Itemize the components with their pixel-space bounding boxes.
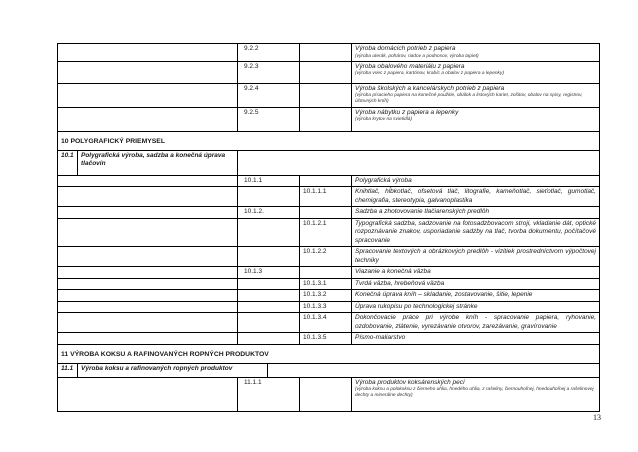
item-note: (výroba vriec z papiera, kartónov, krabíc a obalov z papiera a lepenky) [355, 71, 504, 77]
item-note: (výroba písacieho papiera na konečné použitie, obálok a listových kariet, zošitov, obalov na spisy, registrov, účtovných kníh) [355, 93, 583, 105]
page-number: 13 [593, 413, 601, 422]
item-code: 11.1.1 [238, 377, 300, 411]
item-description: Sadzba a zhotovovanie tlačiarenských predlôh [352, 207, 600, 219]
item-title: Výroba obalového materiálu z papiera [355, 62, 465, 70]
item-description [352, 107, 600, 131]
group-row [58, 150, 600, 175]
item-description [352, 377, 600, 411]
item-code: 10.1.2.2 [300, 247, 352, 267]
item-note: (výroba krytov na svietidlá) [355, 117, 413, 123]
section-10-heading: 10 POLYGRAFICKÝ PRIEMYSEL [58, 131, 600, 150]
table-row [58, 377, 600, 411]
group-title: Polygrafická výroba, sadzba a konečná úprava tlačovín [78, 150, 238, 175]
item-code: 9.2.4 [238, 83, 300, 107]
item-code: 10.1.3.3 [300, 301, 352, 313]
table-row [58, 278, 600, 290]
item-note: (výroba koksu a polokoksu z čierneho uhlia, hnedého uhlia, z rašeliny, čiernouhoľnej, hnedouhoľnej a rašelinovej dechty a minerálne dechty) [355, 387, 594, 399]
item-description: Polygrafická výroba [352, 175, 600, 187]
item-title: Výroba domácich potrieb z papiera [355, 45, 456, 52]
item-code: 10.1.3.5 [300, 333, 352, 345]
group-code: 11.1 [58, 363, 78, 377]
section-header-row [58, 131, 600, 150]
item-note: (výroba uterák, pohárov, riadov a podnosov, výroba tapiet) [355, 53, 479, 59]
classification-table [57, 43, 600, 412]
table-row [58, 44, 600, 62]
item-description: Konečná úprava kníh – skladanie, zostavovanie, šitie, lepenie [352, 290, 600, 302]
table-row [58, 61, 600, 83]
item-code: 9.2.5 [238, 107, 300, 131]
item-description [352, 44, 600, 62]
item-code: 10.1.2.1 [300, 218, 352, 247]
table-row [58, 83, 600, 107]
item-code: 9.2.3 [238, 61, 300, 83]
item-description: Typografická sadzba, sadzovanie na fotosadzbovacom stroji, vkladanie dát, optické rozpoznávanie znakov, usporiadanie sadzby na tlač, tvorba dokumentu, počítačové spracovanie [352, 218, 600, 247]
section-11-heading: 11 VÝROBA KOKSU A RAFINOVANÝCH ROPNÝCH PRODUKTOV [58, 344, 600, 363]
table-row [58, 175, 600, 187]
table-row [58, 218, 600, 247]
item-description: Tvrdá väzba, hrebeňová väzba [352, 278, 600, 290]
table-row [58, 290, 600, 302]
group-code: 10.1 [58, 150, 78, 175]
item-code: 9.2.2 [238, 44, 300, 62]
item-code: 10.1.3 [238, 267, 300, 279]
table-row [58, 313, 600, 333]
item-description: Viazanie a konečná väzba [352, 267, 600, 279]
item-title: Výroba nábytku z papiera a lepenky [355, 108, 459, 116]
item-code: 10.1.3.1 [300, 278, 352, 290]
item-description: Dokončovacie práce pri výrobe kníh - spracovanie papiera, ryhovanie, ozdobovanie, zlátenie, vyrezávanie otvorov, zarezávanie, gravírovanie [352, 313, 600, 333]
item-description [352, 83, 600, 107]
table-row [58, 187, 600, 207]
table-row [58, 301, 600, 313]
table-row [58, 247, 600, 267]
item-description: Úprava rukopisu po technologickej stránke [352, 301, 600, 313]
item-description: Spracovanie textových a obrázkových predlôh - vizitiek prostredníctvom výpočtovej techniky [352, 247, 600, 267]
table-row [58, 207, 600, 219]
item-code: 10.1.1 [238, 175, 300, 187]
item-code: 10.1.3.4 [300, 313, 352, 333]
item-description: Písmo-maliarstvo [352, 333, 600, 345]
item-title: Výroba produktov koksárenských pecí [355, 378, 465, 386]
group-row [58, 363, 600, 377]
item-code: 10.1.2. [238, 207, 300, 219]
item-description [352, 61, 600, 83]
table-row [58, 333, 600, 345]
item-title: Výroba školských a kancelárskych potrieb z papiera [355, 84, 505, 92]
group-title: Výroba koksu a rafinovaných ropných produktov [78, 363, 268, 377]
item-code: 10.1.3.2 [300, 290, 352, 302]
item-description: Knihtlač, hĺbkotlač, ofsetová tlač, litografie, kameňotlač, sieťotlač, gumotlač, chemigrafia, stereotypia, galvanoplastika [352, 187, 600, 207]
section-header-row [58, 344, 600, 363]
item-code: 10.1.1.1 [300, 187, 352, 207]
table-row [58, 107, 600, 131]
table-row [58, 267, 600, 279]
